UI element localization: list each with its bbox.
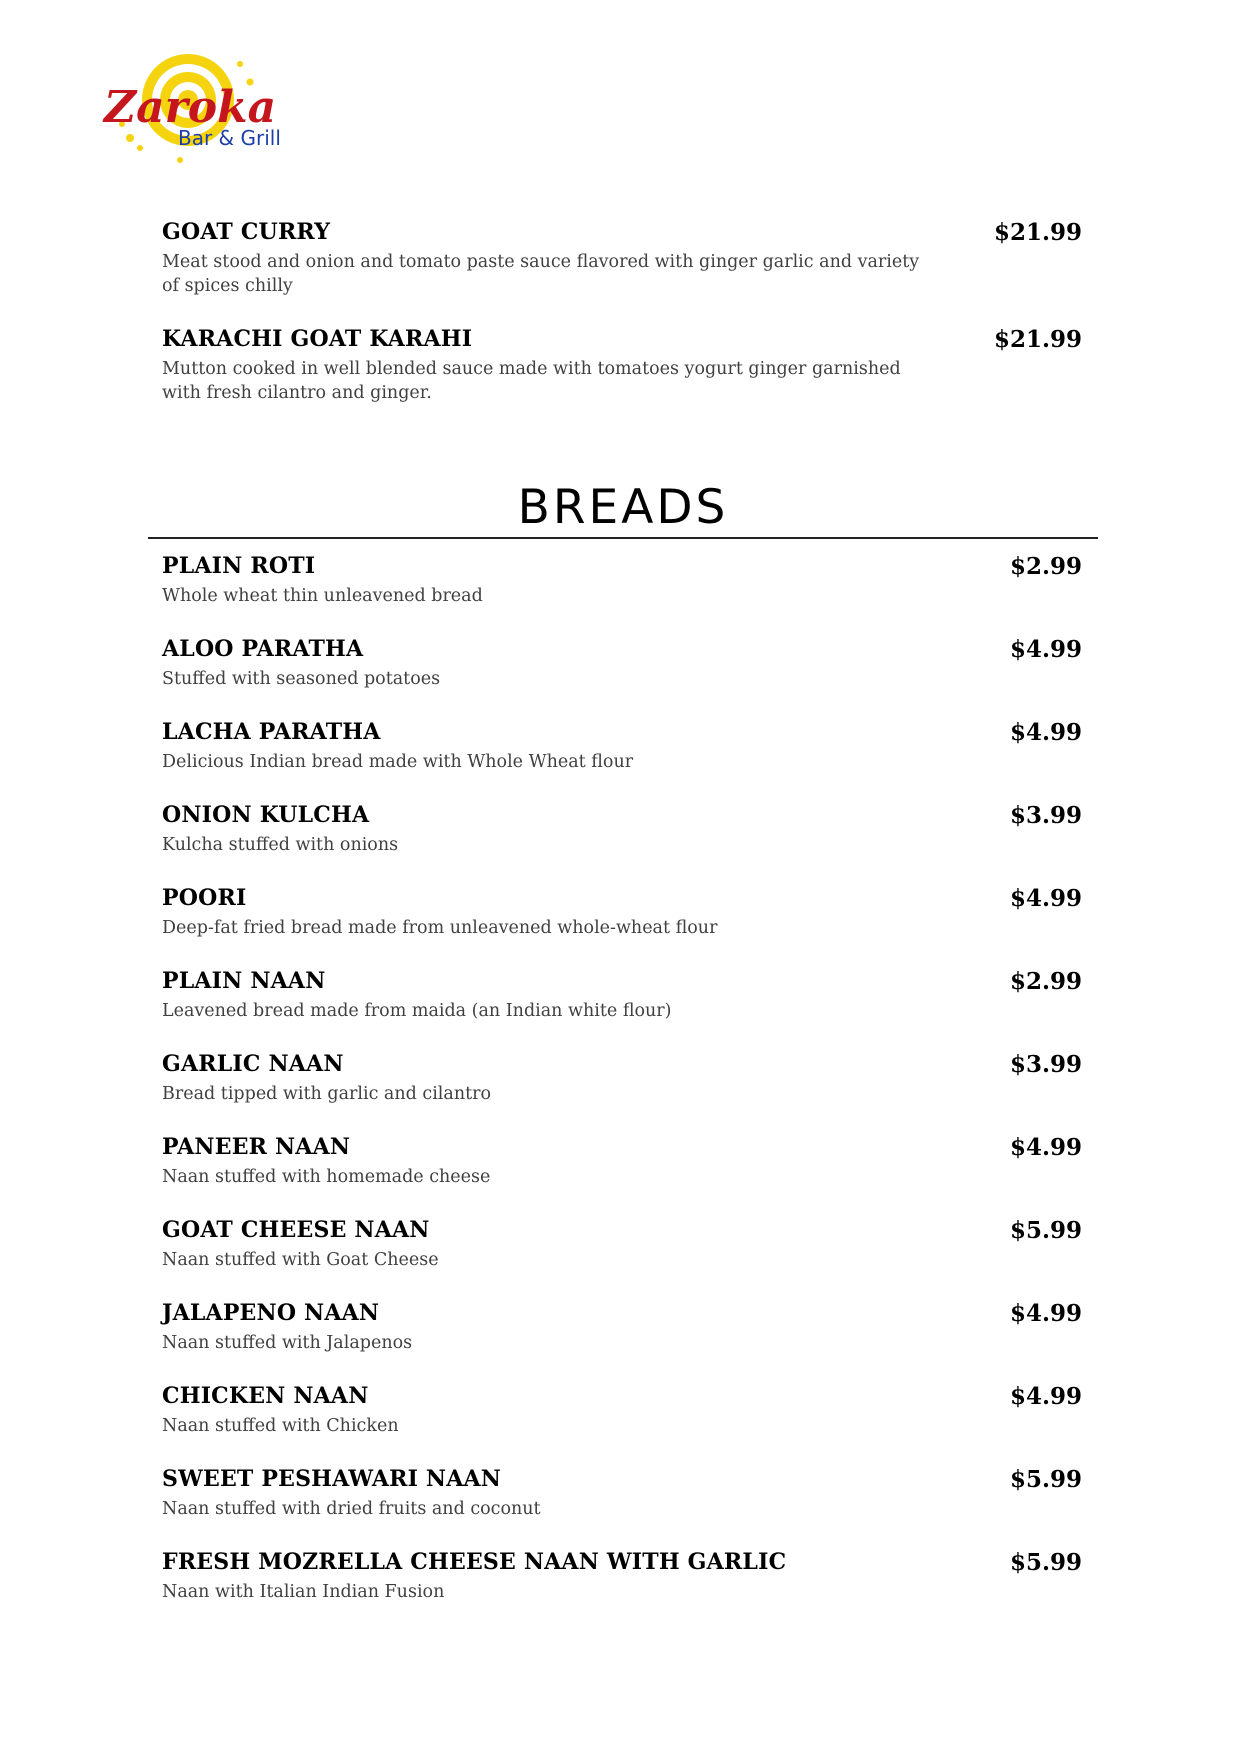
item-price: $2.99 xyxy=(1009,968,1082,995)
logo-tagline: Bar & Grill xyxy=(178,126,281,150)
item-description: Bread tipped with garlic and cilantro xyxy=(162,1084,492,1104)
item-name: JALAPENO NAAN xyxy=(162,1300,380,1326)
item-price: $4.99 xyxy=(1009,719,1082,746)
item-price: $3.99 xyxy=(1009,1051,1082,1078)
item-name: POORI xyxy=(162,885,247,911)
item-description: Leavened bread made from maida (an Indian white flour) xyxy=(162,1001,672,1021)
item-price: $4.99 xyxy=(1009,1134,1082,1161)
item-name: LACHA PARATHA xyxy=(162,719,381,745)
section-title: BREADS xyxy=(517,480,729,535)
item-name: CHICKEN NAAN xyxy=(162,1383,369,1409)
item-price: $3.99 xyxy=(1009,802,1082,829)
item-name: PANEER NAAN xyxy=(162,1134,351,1160)
item-description: Naan stuffed with Goat Cheese xyxy=(162,1250,439,1270)
item-price: $21.99 xyxy=(993,219,1082,246)
item-name: GOAT CURRY xyxy=(162,219,331,245)
item-name: FRESH MOZRELLA CHEESE NAAN WITH GARLIC xyxy=(162,1549,787,1575)
item-name: PLAIN NAAN xyxy=(162,968,326,994)
item-price: $2.99 xyxy=(1009,553,1082,580)
item-price: $5.99 xyxy=(1009,1549,1082,1576)
item-name: SWEET PESHAWARI NAAN xyxy=(162,1466,502,1492)
item-price: $5.99 xyxy=(1009,1217,1082,1244)
logo-brand: Zaroka xyxy=(104,82,277,133)
item-name: ALOO PARATHA xyxy=(162,636,364,662)
item-name: KARACHI GOAT KARAHI xyxy=(162,326,473,352)
item-description: Whole wheat thin unleavened bread xyxy=(162,586,483,606)
item-name: GOAT CHEESE NAAN xyxy=(162,1217,430,1243)
item-price: $5.99 xyxy=(1009,1466,1082,1493)
item-name: PLAIN ROTI xyxy=(162,553,316,579)
item-description: Naan stuffed with Jalapenos xyxy=(162,1333,413,1353)
item-price: $4.99 xyxy=(1009,636,1082,663)
item-name: GARLIC NAAN xyxy=(162,1051,344,1077)
item-description: Meat stood and onion and tomato paste sauce flavored with ginger garlic and variety of spices chilly xyxy=(162,252,920,296)
item-description: Mutton cooked in well blended sauce made with tomatoes yogurt ginger garnished with fresh cilantro and ginger. xyxy=(162,359,901,403)
item-price: $4.99 xyxy=(1009,1300,1082,1327)
item-description: Naan stuffed with Chicken xyxy=(162,1416,399,1436)
section-divider xyxy=(148,537,1098,539)
item-price: $4.99 xyxy=(1009,1383,1082,1410)
item-price: $4.99 xyxy=(1009,885,1082,912)
item-price: $21.99 xyxy=(993,326,1082,353)
item-description: Delicious Indian bread made with Whole Wheat flour xyxy=(162,752,634,772)
item-description: Deep-fat fried bread made from unleavened whole-wheat flour xyxy=(162,918,718,938)
item-description: Naan stuffed with homemade cheese xyxy=(162,1167,491,1187)
item-description: Naan with Italian Indian Fusion xyxy=(162,1582,445,1602)
item-description: Naan stuffed with dried fruits and coconut xyxy=(162,1499,541,1519)
item-name: ONION KULCHA xyxy=(162,802,370,828)
item-description: Stuffed with seasoned potatoes xyxy=(162,669,441,689)
item-description: Kulcha stuffed with onions xyxy=(162,835,399,855)
zaroka-logo xyxy=(100,52,290,168)
